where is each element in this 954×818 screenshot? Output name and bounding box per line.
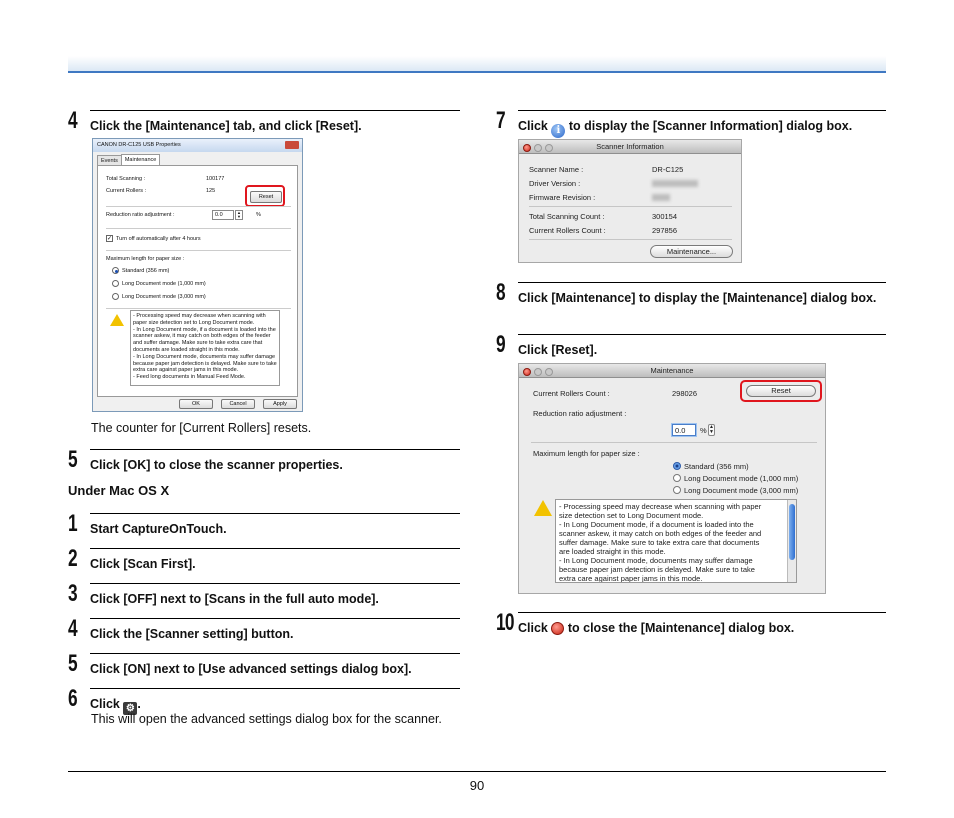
info-icon: i: [551, 124, 565, 138]
max-length-label: Maximum length for paper size :: [106, 256, 185, 262]
step-6-note: This will open the advanced settings dialog box for the scanner.: [91, 712, 442, 726]
step-text: Start CaptureOnTouch.: [90, 522, 227, 536]
radio-standard-label: Standard (356 mm): [684, 462, 749, 471]
step-text: Click [Scan First].: [90, 557, 196, 571]
close-icon: [551, 622, 564, 635]
warning-line: because paper jam detection is delayed. Make sure to take: [559, 565, 755, 574]
step-number: 4: [68, 615, 77, 642]
total-scanning-label: Total Scanning Count :: [529, 212, 605, 221]
step-text-after: to display the [Scanner Information] dialog box.: [568, 119, 853, 133]
reduction-input[interactable]: 0.0: [672, 424, 696, 436]
firmware-label: Firmware Revision :: [529, 193, 596, 202]
step-number: 8: [496, 279, 505, 306]
warning-line: size detection set to Long Document mode.: [559, 511, 704, 520]
step-text-before: Click: [518, 119, 548, 133]
max-length-label: Maximum length for paper size :: [533, 449, 640, 458]
step-number: 7: [496, 107, 505, 134]
current-rollers-label: Current Rollers :: [106, 188, 147, 194]
dialog-titlebar: [519, 140, 741, 154]
radio-long-3000-label: Long Document mode (3,000 mm): [684, 486, 799, 495]
window-controls: [523, 143, 556, 157]
header-rule: [68, 56, 886, 73]
total-scanning-label: Total Scanning :: [106, 176, 146, 182]
warning-line: - In Long Document mode, documents may suffer damage because paper jam detection is delayed. Make sure to take extra care against paper jams in this mode.: [133, 353, 277, 374]
radio-long-1000-label: Long Document mode (1,000 mm): [684, 474, 799, 483]
radio-standard[interactable]: [673, 462, 681, 470]
warning-line: extra care against paper jams in this mode.: [559, 574, 703, 583]
tab-maintenance[interactable]: Maintenance: [121, 154, 161, 166]
warning-icon: [534, 500, 552, 516]
dialog-titlebar: [519, 364, 825, 378]
current-rollers-value: 298026: [672, 389, 698, 398]
scanner-name-label: Scanner Name :: [529, 165, 584, 174]
mac-os-heading: Under Mac OS X: [68, 483, 170, 498]
scrollbar-thumb[interactable]: [789, 504, 795, 560]
scanner-properties-dialog: [92, 138, 303, 412]
divider: [529, 239, 732, 240]
reduction-label: Reduction ratio adjustment :: [533, 409, 627, 418]
dialog-title: Maintenance: [650, 366, 694, 375]
cancel-button[interactable]: Cancel: [221, 399, 255, 409]
radio-long-1000-label: Long Document mode (1,000 mm): [122, 281, 206, 287]
step-text: Click [OFF] next to [Scans in the full auto mode].: [90, 592, 379, 606]
warning-text-box: [130, 310, 280, 386]
step-text: Click the [Scanner setting] button.: [90, 627, 294, 641]
firmware-value-blurred: [652, 194, 670, 201]
warning-text-box: [555, 499, 797, 583]
step-text-after: to close the [Maintenance] dialog box.: [567, 621, 795, 635]
step-number: 2: [68, 545, 77, 572]
step-number: 5: [68, 446, 77, 473]
radio-standard-label: Standard (356 mm): [122, 268, 170, 274]
current-rollers-label: Current Rollers Count :: [529, 226, 606, 235]
divider: [529, 206, 732, 207]
step-number: 9: [496, 331, 505, 358]
tab-events[interactable]: Events: [97, 155, 122, 167]
warning-line: - Feed long documents in Manual Feed Mode.: [133, 374, 246, 381]
percent-label: %: [256, 212, 261, 218]
ok-button[interactable]: OK: [179, 399, 213, 409]
page-number: 90: [469, 778, 485, 793]
divider: [106, 250, 291, 251]
zoom-icon[interactable]: [545, 144, 553, 152]
step-number: 6: [68, 685, 77, 712]
warning-line: suffer damage. Make sure to take extra care that documents: [559, 538, 760, 547]
step-text: Click [ON] next to [Use advanced settings dialog box].: [90, 662, 412, 676]
radio-long-3000[interactable]: [673, 486, 681, 494]
driver-version-value-blurred: [652, 180, 698, 187]
step-text-before: Click: [518, 621, 548, 635]
dialog-title: CANON DR-C125 USB Properties: [97, 142, 181, 148]
auto-off-checkbox[interactable]: ✓: [107, 236, 113, 242]
close-icon[interactable]: [523, 368, 531, 376]
warning-scrollbar[interactable]: [787, 500, 796, 582]
step-number: 3: [68, 580, 77, 607]
reset-button[interactable]: Reset: [746, 385, 816, 397]
divider: [106, 206, 291, 207]
divider: [531, 442, 817, 443]
warning-icon: [110, 314, 124, 326]
driver-version-label: Driver Version :: [529, 179, 581, 188]
radio-standard[interactable]: [112, 267, 119, 274]
step-number: 1: [68, 510, 77, 537]
radio-long-1000[interactable]: [673, 474, 681, 482]
warning-line: - Processing speed may decrease when scanning with paper: [559, 502, 762, 511]
stepper-down-icon[interactable]: ▼: [709, 429, 714, 435]
step-number: 4: [68, 107, 77, 134]
reduction-stepper[interactable]: [708, 424, 715, 436]
warning-line: - Processing speed may decrease when scanning with paper size detection set to Long Document mode.: [133, 313, 266, 326]
warning-line: are loaded straight in this mode.: [559, 547, 666, 556]
maintenance-button[interactable]: Maintenance...: [650, 245, 733, 258]
stepper-down-icon[interactable]: ▼: [237, 214, 241, 219]
warning-line: - In Long Document mode, if a document is loaded into the scanner askew, it may catch on both edges of the feeder and suffer damage. Make sure to take extra care that documents are loaded straight in this mode.: [133, 326, 276, 353]
footer-rule: [68, 771, 886, 772]
total-scanning-value: 100177: [206, 176, 225, 182]
reduction-label: Reduction ratio adjustment :: [106, 212, 175, 218]
step-text: Click [Reset].: [518, 343, 598, 357]
maintenance-panel: [97, 165, 298, 397]
window-controls: [523, 367, 556, 381]
minimize-icon[interactable]: [534, 144, 542, 152]
step-text: Click [Maintenance] to display the [Maintenance] dialog box.: [518, 291, 877, 305]
stepper-up-icon[interactable]: ▲: [709, 424, 714, 430]
apply-button[interactable]: Apply: [263, 399, 297, 409]
radio-long-3000-label: Long Document mode (3,000 mm): [122, 294, 206, 300]
dialog-title: Scanner Information: [596, 142, 664, 151]
step-4-note: The counter for [Current Rollers] resets.: [91, 421, 312, 435]
reset-button[interactable]: Reset: [250, 191, 282, 203]
reduction-input[interactable]: 0.0: [212, 210, 234, 220]
scanner-information-dialog: [518, 139, 742, 263]
current-rollers-value: 125: [206, 188, 216, 194]
stepper-up-icon[interactable]: ▲: [237, 210, 241, 215]
current-rollers-value: 297856: [652, 226, 678, 235]
warning-line: scanner askew, it may catch on both edges of the feeder and: [559, 529, 762, 538]
warning-line: - In Long Document mode, documents may suffer damage: [559, 556, 753, 565]
step-text-before: Click: [90, 697, 120, 711]
close-icon[interactable]: [523, 144, 531, 152]
close-icon[interactable]: [285, 141, 299, 149]
divider: [106, 308, 291, 309]
total-scanning-value: 300154: [652, 212, 678, 221]
step-text-after: .: [137, 697, 141, 711]
step-text: [518, 620, 794, 637]
radio-long-3000[interactable]: [112, 293, 119, 300]
step-text: [518, 118, 852, 138]
warning-line: - In Long Document mode, if a document is loaded into the: [559, 520, 754, 529]
step-text: Click the [Maintenance] tab, and click [Reset].: [90, 119, 362, 133]
maintenance-dialog: [518, 363, 826, 594]
step-number: 5: [68, 650, 77, 677]
step-number: 10: [496, 609, 514, 636]
divider: [106, 228, 291, 229]
current-rollers-label: Current Rollers Count :: [533, 389, 610, 398]
scanner-name-value: DR-C125: [652, 165, 684, 174]
zoom-icon[interactable]: [545, 368, 553, 376]
minimize-icon[interactable]: [534, 368, 542, 376]
gear-icon: ⚙: [123, 702, 137, 715]
percent-label: %: [700, 426, 707, 435]
auto-off-label: Turn off automatically after 4 hours: [116, 236, 201, 242]
reduction-stepper[interactable]: [235, 210, 243, 220]
dialog-titlebar: [93, 139, 302, 152]
radio-long-1000[interactable]: [112, 280, 119, 287]
step-text: Click [OK] to close the scanner properties.: [90, 458, 343, 472]
